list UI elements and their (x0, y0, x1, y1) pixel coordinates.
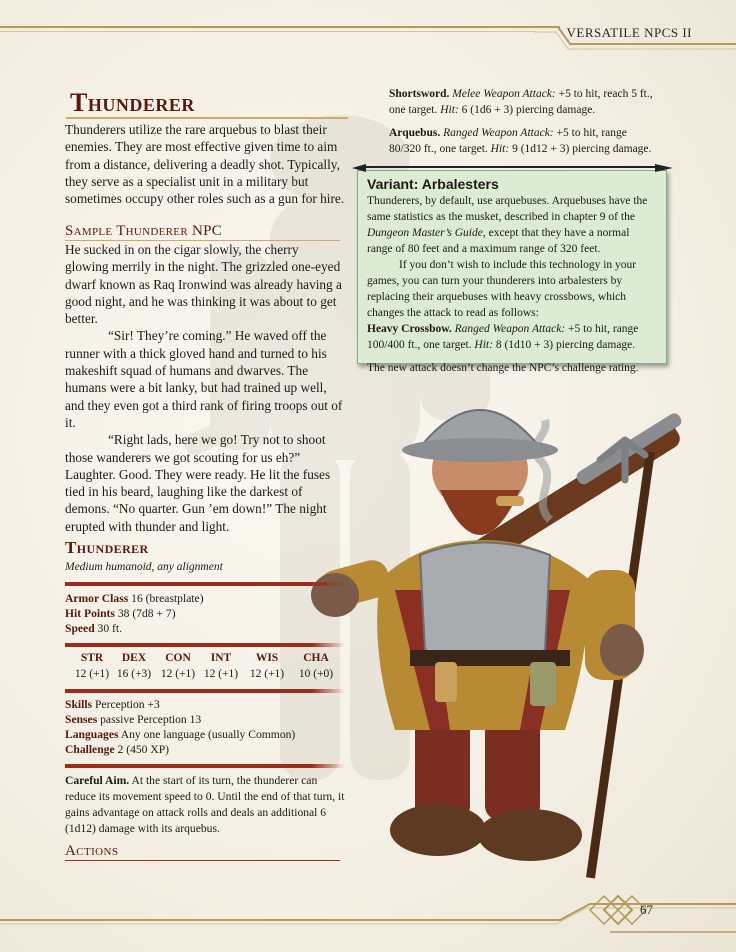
crossbow-hit-label: Hit: (474, 339, 493, 351)
attack-type: Melee Weapon Attack: (452, 88, 556, 100)
ability-name-cha: CHA (303, 652, 329, 664)
page-number: 67 (640, 902, 653, 917)
sidebar-title: Variant: Arbalesters (367, 176, 499, 192)
attack-line2b: 6 (1d6 + 3) piercing damage. (461, 104, 596, 116)
attack-shortsword (389, 86, 664, 118)
attack-line2b: 9 (1d12 + 3) piercing damage. (512, 143, 652, 155)
crossbow-type: Ranged Weapon Attack: (454, 323, 566, 335)
ability-name-wis: WIS (255, 652, 279, 664)
skills-value: Perception +3 (94, 698, 160, 711)
sidebar-p1-a: Thunderers, by default, use arquebuses. Arquebuses have the same statistics as the musket, described in chapter 9 of the (367, 195, 648, 223)
languages-value: Any one language (usually Common) (120, 728, 296, 741)
armor-class-line (65, 591, 204, 607)
ability-value-con: 12 (+1) (160, 668, 196, 680)
senses-value: passive Perception 13 (100, 713, 202, 726)
sidebar-corner-right (655, 164, 673, 172)
intro-paragraph: Thunderers utilize the rare arquebus to blast their enemies. They are most effective given time to aim from a distance, delivering a deadly shot. Typically, they serve as a specialist unit in a military but sometimes occupy other roles such as a gun for hire. (65, 122, 345, 207)
trait-text: At the start of its turn, the thunderer can reduce its movement speed to 0. Until the end of that turn, it gains advantage on attack rolls and deals an additional 6 (1d12) damage with its arquebus. (65, 774, 345, 835)
title-underline (66, 117, 348, 119)
challenge-value: 2 (450 XP) (117, 743, 170, 756)
hit-points-line (65, 606, 176, 622)
trait-careful-aim (65, 773, 345, 837)
footer-ornament (0, 880, 736, 952)
attack-line2a: 80/320 ft., one target. (389, 143, 488, 155)
skills-label: Skills (65, 698, 93, 711)
armor-class-label: Armor Class (65, 592, 129, 605)
story-paragraph-3: “Right lads, here we go! Try not to shoot those wanderers we got scouting for us eh?” Laughter. Good. They were ready. He lit the fuses tied in his beard, laughing like the darkest of demons. “No quarter. Gun ’em down!” The night erupted with thunder and light. (65, 432, 331, 534)
statblock-divider-3 (65, 689, 345, 693)
actions-heading: Actions (65, 843, 119, 859)
sidebar-body (367, 193, 657, 376)
trait-name: Careful Aim. (65, 774, 130, 787)
attack-line2a: one target. (389, 104, 438, 116)
sidebar-book-title: Dungeon Master’s Guide (367, 227, 483, 239)
story-paragraph-2: “Sir! They’re coming.” He waved off the runner with a thick gloved hand and turned to his makeshift squad of humans and dwarves. The humans were a bit lanky, but had trained up well, and they even got a third rank of firing troops out of it. (65, 328, 343, 430)
story-paragraph-1: He sucked in on the cigar slowly, the cherry glowing merrily in the night. The grizzled one-eyed dwarf known as Raq Ironwind was already having a good night, and he was thinking it was about to get better. (65, 242, 342, 327)
statblock-divider-1 (65, 582, 345, 586)
languages-label: Languages (65, 728, 119, 741)
running-head: VERSATILE NPCS II (566, 25, 692, 40)
sidebar-corner-left (352, 164, 366, 172)
speed-value: 30 ft. (97, 622, 123, 635)
attack-arquebus (389, 125, 664, 157)
languages-line (65, 727, 295, 743)
senses-line (65, 712, 201, 728)
sidebar-paragraph-2: If you don’t wish to include this technology in your games, you can turn your thunderers into arbalesters by replacing their arquebuses with heavy crossbows, which changes the attack to read as follows: (367, 259, 637, 319)
crossbow-name: Heavy Crossbow. (367, 323, 452, 335)
sidebar-paragraph-3: The new attack doesn’t change the NPC’s challenge rating. (367, 362, 639, 374)
page-title: Thunderer (70, 88, 195, 117)
attack-hit-label: Hit: (440, 104, 459, 116)
senses-label: Senses (65, 713, 98, 726)
sidebar-paragraph-1 (367, 193, 657, 257)
statblock-divider-4 (65, 764, 345, 768)
ability-value-int: 12 (+1) (203, 668, 239, 680)
ability-name-str: STR (80, 652, 104, 664)
challenge-label: Challenge (65, 743, 115, 756)
ability-value-cha: 10 (+0) (298, 668, 334, 680)
speed-line (65, 621, 122, 637)
hit-points-value: 38 (7d8 + 7) (117, 607, 176, 620)
ability-name-int: INT (210, 652, 232, 664)
ability-name-dex: DEX (121, 652, 147, 664)
crossbow-line-a: +5 to hit, range 100/400 ft., one target. (367, 323, 639, 351)
ability-value-dex: 16 (+3) (116, 668, 152, 680)
header-rule-thin (0, 31, 535, 32)
sidebar-crossbow-attack (367, 321, 657, 353)
statblock-divider-2 (65, 643, 345, 647)
statblock-type: Medium humanoid, any alignment (65, 561, 223, 573)
challenge-line (65, 742, 169, 758)
attack-type: Ranged Weapon Attack: (443, 127, 554, 139)
ability-value-str: 12 (+1) (74, 668, 110, 680)
attack-line1: +5 to hit, range (556, 127, 627, 139)
skills-line (65, 697, 160, 713)
hit-points-label: Hit Points (65, 607, 115, 620)
crossbow-line-b: 8 (1d10 + 3) piercing damage. (495, 339, 636, 351)
armor-class-value: 16 (breastplate) (131, 592, 204, 605)
ability-value-wis: 12 (+1) (249, 668, 285, 680)
actions-heading-rule (65, 860, 340, 861)
sample-heading: Sample Thunderer NPC (65, 223, 223, 239)
ability-name-con: CON (165, 652, 191, 664)
sidebar-p1-b: , except that they have a normal range of 80 feet and a maximum range of 320 feet. (367, 227, 630, 255)
speed-label: Speed (65, 622, 95, 635)
attack-name: Shortsword. (389, 88, 450, 100)
header-rule (0, 26, 560, 28)
thunderer-illustration (300, 350, 736, 900)
sidebar-top-rule (362, 166, 660, 168)
attack-line1: +5 to hit, reach 5 ft., (558, 88, 653, 100)
attack-name: Arquebus. (389, 127, 441, 139)
attack-hit-label: Hit: (490, 143, 510, 155)
statblock-name: Thunderer (65, 538, 149, 557)
